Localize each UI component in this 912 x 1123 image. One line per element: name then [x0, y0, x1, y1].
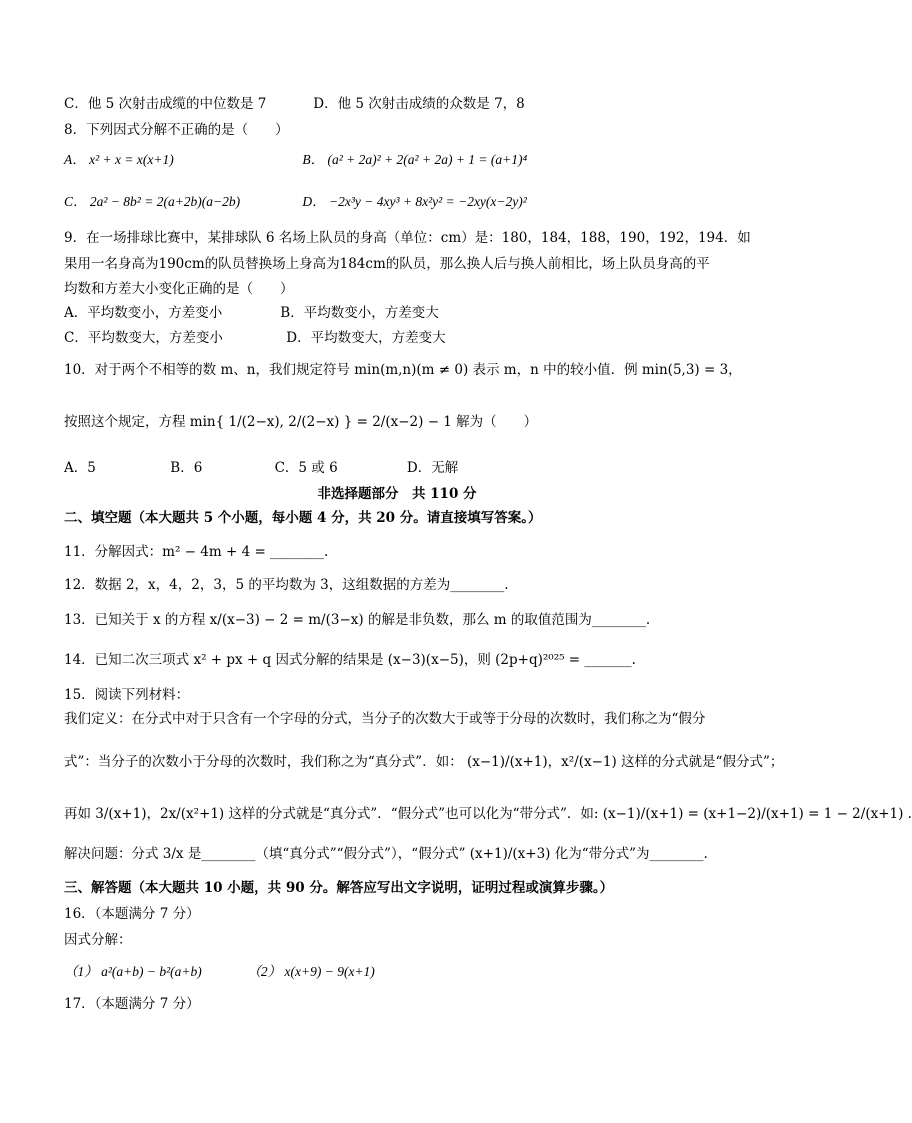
q15-stem: 15．阅读下列材料： — [64, 687, 190, 703]
q10-line1: 10．对于两个不相等的数 m、n，我们规定符号 min(m,n)(m ≠ 0) 表示 m，n 中的较小值．例 min(5,3) = 3， — [64, 362, 742, 378]
q8-option-a: A． x² + x = x(x+1) — [64, 152, 174, 167]
q10-line2: 按照这个规定，方程 min{ 1/(2−x), 2/(2−x) } = 2/(x−2) − 1 解为（ ） — [64, 414, 538, 430]
q12: 12．数据 2，x，4，2，3，5 的平均数为 3，这组数据的方差为________. — [64, 577, 509, 593]
q9-option-d: D．平均数变大，方差变大 — [286, 330, 446, 346]
q10-options — [64, 456, 458, 476]
q15-line4: 解决问题：分式 3/x 是________（填“真分式”“假分式”），“假分式” (x+1)/(x+3) 化为“带分式”为________. — [64, 846, 708, 862]
q14: 14．已知二次三项式 x² + px + q 因式分解的结果是 (x−3)(x−5)，则 (2p+q)²⁰²⁵ = _______. — [64, 652, 636, 668]
q15-line2: 式”：当分子的次数小于分母的次数时，我们称之为“真分式”．如： (x−1)/(x+1)，x²/(x−1) 这样的分式就是“假分式”； — [64, 754, 784, 770]
q8-options-cd — [64, 190, 527, 210]
q10-option-b: B．6 — [170, 460, 203, 476]
part-heading: 非选择题部分 共 110 分 — [317, 486, 477, 502]
q7-options — [64, 92, 525, 112]
q7-option-c: C．他 5 次射击成缆的中位数是 7 — [64, 96, 267, 112]
q8-option-c: C． 2a² − 8b² = 2(a+2b)(a−2b) — [64, 194, 241, 209]
section-3-heading: 三、解答题（本大题共 10 小题，共 90 分。解答应写出文字说明，证明过程或演算步骤。） — [64, 880, 614, 896]
q16-part-1: （1） a²(a+b) − b²(a+b) — [64, 964, 202, 979]
q9-line1: 9．在一场排球比赛中，某排球队 6 名场上队员的身高（单位：cm）是：180，184，188，190，192，194．如 — [64, 230, 751, 246]
q9-line3: 均数和方差大小变化正确的是（ ） — [64, 281, 294, 297]
q9-option-b: B．平均数变小，方差变大 — [280, 305, 439, 321]
q16-parts — [64, 960, 375, 980]
q17-stem: 17．（本题满分 7 分） — [64, 996, 200, 1012]
q16-part-2: （2） x(x+9) − 9(x+1) — [247, 964, 375, 979]
q15-line3: 再如 3/(x+1)，2x/(x²+1) 这样的分式就是“真分式”．“假分式”也可以化为“带分式”．如: (x−1)/(x+1) = (x+1−2)/(x+1) = 1 − 2/(x+1) . — [64, 806, 912, 822]
q11: 11．分解因式：m² − 4m + 4 = ________. — [64, 544, 329, 560]
q9-option-a: A．平均数变小，方差变小 — [64, 305, 223, 321]
q8-option-b: B． (a² + 2a)² + 2(a² + 2a) + 1 = (a+1)⁴ — [302, 152, 528, 167]
q16-stem: 16．（本题满分 7 分） — [64, 906, 200, 922]
q10-option-a: A．5 — [64, 460, 96, 476]
q10-option-c: C．5 或 6 — [274, 460, 338, 476]
q8-options-ab — [64, 148, 527, 168]
q9-options-cd — [64, 326, 446, 346]
q9-option-c: C．平均数变大，方差变小 — [64, 330, 223, 346]
q8-option-d: D． −2x³y − 4xy³ + 8x²y² = −2xy(x−2y)² — [302, 194, 527, 209]
section-2-heading: 二、填空题（本大题共 5 个小题，每小题 4 分，共 20 分。请直接填写答案。） — [64, 510, 542, 526]
q10-option-d: D．无解 — [406, 460, 459, 476]
q16-label: 因式分解： — [64, 932, 132, 948]
q9-line2: 果用一名身高为190cm的队员替换场上身高为184cm的队员，那么换人后与换人前相比，场上队员身高的平 — [64, 256, 710, 272]
q9-options-ab — [64, 301, 439, 321]
q13: 13．已知关于 x 的方程 x/(x−3) − 2 = m/(3−x) 的解是非负数，那么 m 的取值范围为________. — [64, 612, 651, 628]
q7-option-d: D．他 5 次射击成绩的众数是 7，8 — [313, 96, 525, 112]
q15-line1: 我们定义：在分式中对于只含有一个字母的分式，当分子的次数大于或等于分母的次数时，我们称之为“假分 — [64, 711, 706, 727]
q8-stem: 8．下列因式分解不正确的是（ ） — [64, 122, 289, 138]
